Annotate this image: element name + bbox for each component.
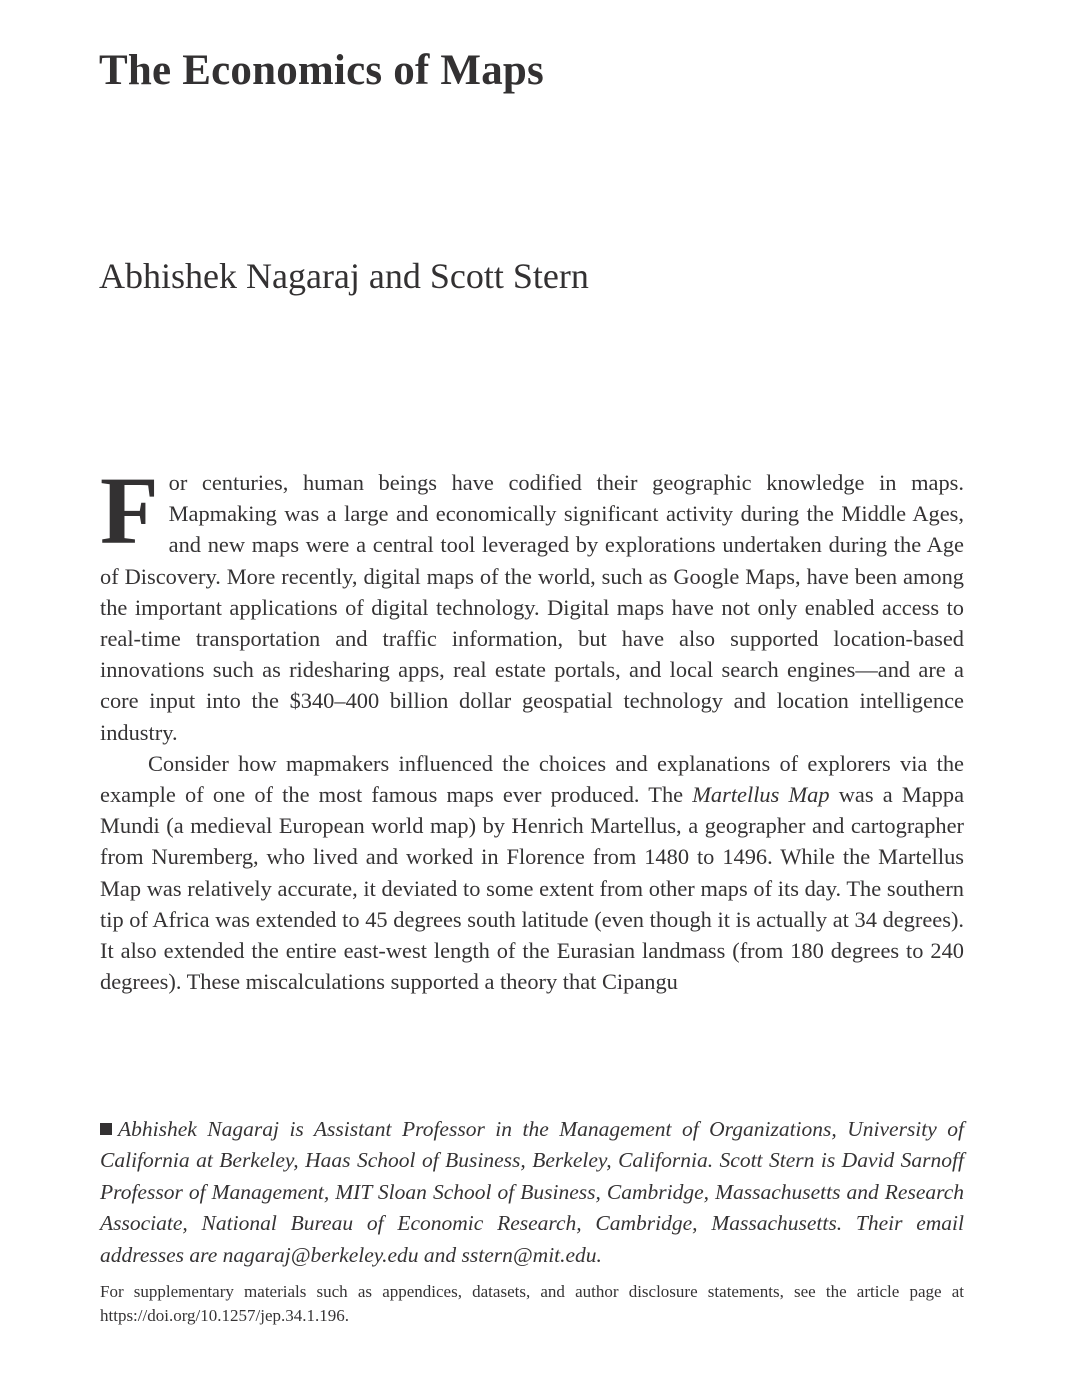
author-bio-text: Abhishek Nagaraj is Assistant Professor in the Management of Organizations, University of California at Berkeley, Haas School of Business, Berkeley, California. Scott Stern is David Sarnoff Professor of Management, MIT Sloan School of Business, Cambridge, Massachusetts and Research Associate, National Bureau of Economic Research, Cambridge, Massachusetts. Their email addresses are nagaraj@berkeley.edu and sstern@mit.edu.: [100, 1117, 964, 1267]
article-title: The Economics of Maps: [99, 47, 544, 94]
article-authors: Abhishek Nagaraj and Scott Stern: [99, 256, 589, 296]
article-body: [100, 457, 965, 997]
drop-cap: F: [100, 457, 159, 564]
author-bio-footnote: [100, 1114, 964, 1271]
paragraph-2-intro: Consider how mapmakers influenced the choices and explanations of explorers via the example of one of the most famous maps ever produced. The: [100, 750, 964, 808]
supplementary-note: For supplementary materials such as appendices, datasets, and author disclosure statements, see the article page at https://doi.org/10.1257/jep.34.1.196.: [100, 1282, 964, 1325]
paragraph-2-map-name: Martellus Map: [692, 782, 830, 808]
paragraph-2-rest: was a Mappa Mundi (a medieval European world map) by Henrich Martellus, a geographer and cartographer from Nuremberg, who lived and worked in Florence from 1480 to 1496. While the Martellus Map was relatively accurate, it deviated to some extent from other maps of its day. The southern tip of Africa was extended to 45 degrees south latitude (even though it is actually at 34 degrees). It also extended the entire east-west length of the Eurasian landmass (from 180 degrees to 240 degrees). These miscalculations supported a theory that Cipangu: [100, 782, 965, 995]
paragraph-2: [100, 748, 964, 998]
paragraph-1: [100, 457, 964, 748]
paragraph-1-text: or centuries, human beings have codified their geographic knowledge in maps. Mapmaking was a large and economically significant activity during the Middle Ages, and new maps were a central tool leveraged by explorations undertaken during the Age of Discovery. More recently, digital maps of the world, such as Google Maps, have been among the important applications of digital technology. Digital maps have not only enabled access to real-time transportation and traffic information, but have also supported location-based innovations such as ridesharing apps, real estate portals, and local search engines—and are a core input into the $340–400 billion dollar geospatial technology and location intelligence industry.: [100, 470, 964, 745]
square-bullet-icon: [100, 1123, 112, 1135]
